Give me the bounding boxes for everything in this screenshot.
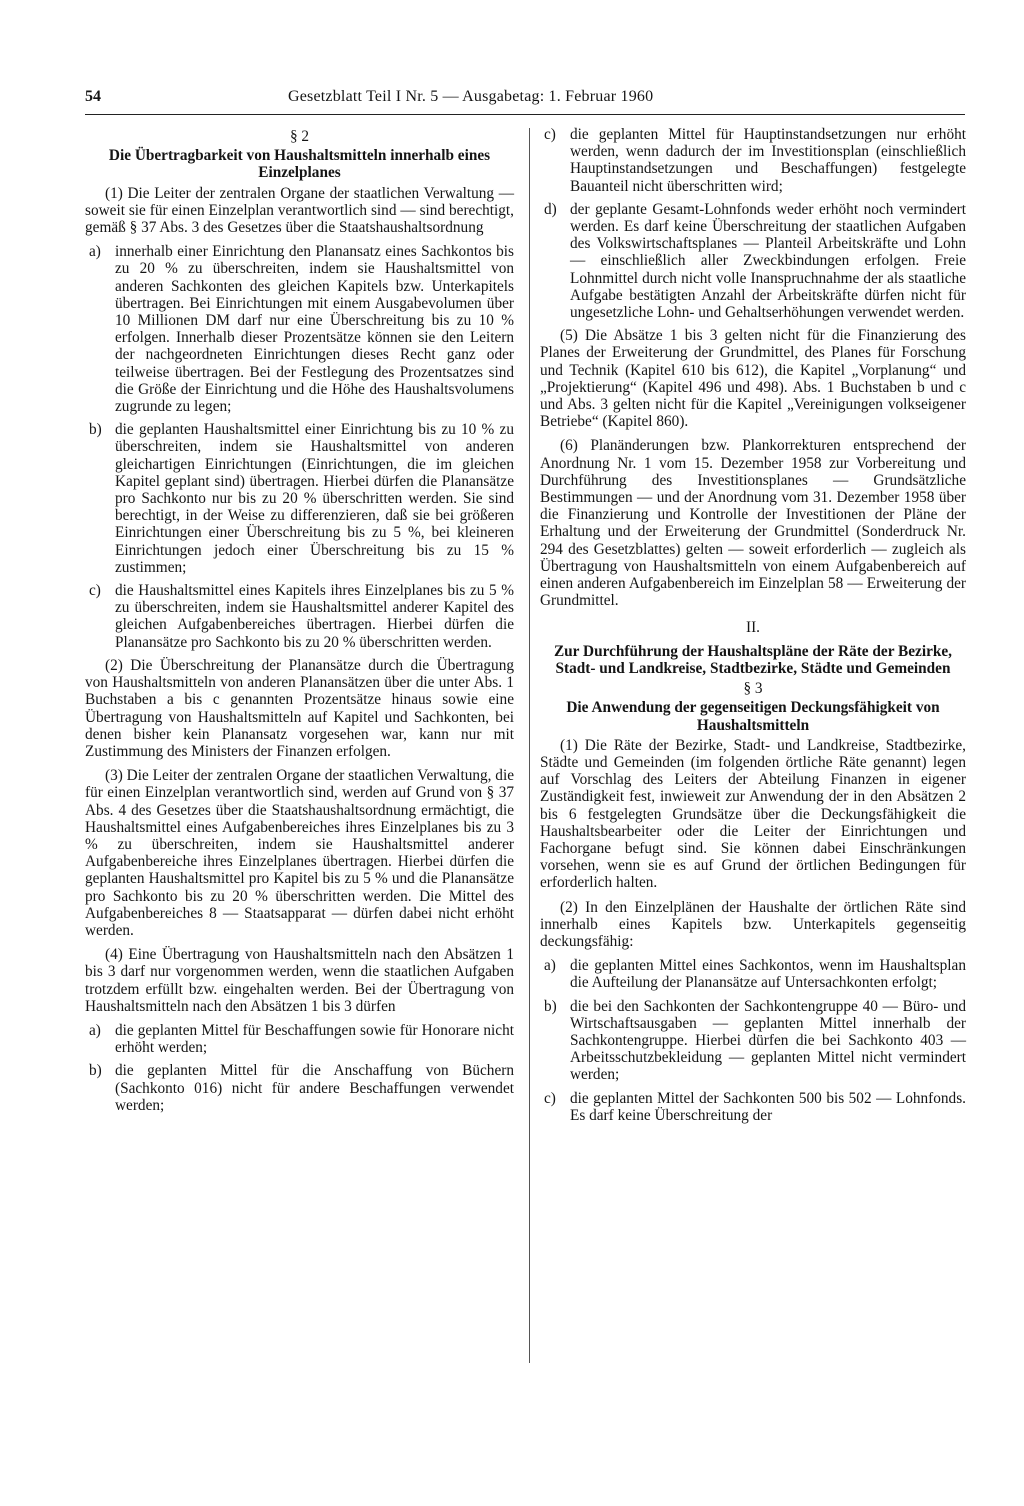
section-symbol: § 3	[743, 680, 763, 698]
list-item	[85, 1062, 514, 1114]
list-label: a)	[89, 243, 101, 261]
paragraph-1: (1) Die Leiter der zentralen Organe der staatlichen Verwaltung — soweit sie für einen Einzelplan verantwortlich sind — sind berechtigt, gemäß § 37 Abs. 3 des Gesetzes über die Staatshaushaltsordnung	[85, 184, 514, 237]
list-item	[85, 421, 514, 576]
list-item	[540, 201, 966, 321]
list-text: die geplanten Mittel für die Anschaffung von Büchern (Sachkonto 016) nicht für andere Beschaffungen verwendet werden;	[115, 1062, 514, 1114]
list-label: b)	[89, 1062, 102, 1080]
list-item	[85, 1022, 514, 1056]
list-label: c)	[544, 126, 556, 143]
list-text: der geplante Gesamt-Lohnfonds weder erhöht noch vermindert werden. Es darf keine Überschreitung der staatlichen Aufgaben des Volkswirtschaftsplanes — Planteil Arbeitskräfte und Lohn — einschließlich aller Zweckbindungen erfolgen. Freie Lohnmittel durch nicht volle Inanspruchnahme der als staatliche Aufgabe bestätigten Anzahl der Arbeitskräfte dürfen nicht für ungesetzliche Lohn- und Gehaltserhöhungen verwendet werden.	[570, 200, 966, 322]
paragraph-2: (2) Die Überschreitung der Planansätze durch die Übertragung von Haushaltsmitteln von anderen Planansätzen über die unter Abs. 1 Buchstaben a bis c genannten Prozentsätze hinaus sowie eine Übertragung von Haushaltsmitteln auf Kapitel und Sachkonten, bei denen bisher kein Planansatz vorgesehen war, kann nur mit Zustimmung des Ministers der Finanzen erfolgen.	[85, 656, 514, 760]
list-label: c)	[544, 1089, 556, 1107]
list-item	[540, 998, 966, 1084]
list-item	[85, 582, 514, 651]
paragraph-4: (4) Eine Übertragung von Haushaltsmitteln nach den Absätzen 1 bis 3 darf nur vorgenommen werden, wenn die staatlichen Aufgaben trotzdem erfüllt bzw. eingehalten werden. Bei der Übertragung von Haushaltsmitteln nach den Absätzen 1 bis 3 dürfen	[85, 946, 514, 1015]
paragraph-q1: (1) Die Räte der Bezirke, Stadt- und Landkreise, Stadtbezirke, Städte und Gemeinden (im folgenden örtliche Räte genannt) legen auf Vorschlag des Leiters der Abteilung Finanzen in eigener Zuständigkeit fest, inwieweit zur Anwendung der in den Absätzen 2 bis 6 festgelegten Grundsätze über die Deckungsfähigkeit die Haushaltsbearbeiter oder die Leiter der Einrichtungen und Fachorgane befugt sind. Sie können dabei Einschränkungen vorsehen, wenn sie es auf Grund der örtlichen Bedingungen für erforderlich halten.	[540, 736, 966, 892]
list-text: die geplanten Mittel für Hauptinstandsetzungen nur erhöht werden, wenn dadurch der im Investitionsplan (einschließlich Hauptinstandsetzungen und Beschaffungen) festgelegte Bauanteil nicht überschritten wird;	[570, 126, 966, 195]
left-column	[85, 128, 514, 1120]
paragraph-q2: (2) In den Einzelplänen der Haushalte der örtlichen Räte sind innerhalb eines Kapitels bzw. Unterkapitels gegenseitig deckungsfähig:	[540, 898, 966, 950]
right-column	[540, 126, 966, 1130]
list-text: die geplanten Mittel für Beschaffungen sowie für Honorare nicht erhöht werden;	[115, 1021, 514, 1057]
section-title: Die Übertragbarkeit von Haushaltsmitteln innerhalb eines Einzelplanes	[108, 147, 491, 182]
list-label: a)	[544, 957, 556, 975]
list-label: c)	[89, 582, 101, 600]
list-text: die geplanten Mittel der Sachkonten 500 bis 502 — Lohnfonds. Es darf keine Überschreitung der	[570, 1089, 966, 1124]
part-number: II.	[745, 619, 760, 637]
list-label: b)	[544, 997, 557, 1015]
list-item	[540, 957, 966, 991]
paragraph-5: (5) Die Absätze 1 bis 3 gelten nicht für die Finanzierung des Planes der Erweiterung der Grundmittel, des Planes für Forschung und Technik (Kapitel 610 bis 612), die Kapitel „Vorplanung“ und „Projektierung“ (Kapitel 496 und 498). Abs. 1 Buchstaben b und c und Abs. 3 gelten nicht für die Kapitel „Vereinigungen volkseigener Betriebe“ (Kapitel 860).	[540, 327, 966, 431]
part-title: Zur Durchführung der Haushaltspläne der Räte der Bezirke, Stadt- und Landkreise, Stadtbezirke, Städte und Gemeinden	[553, 642, 953, 677]
column-divider	[529, 128, 530, 1363]
header-rule	[85, 114, 965, 115]
section-symbol: § 2	[289, 128, 310, 145]
page-header	[85, 88, 965, 112]
paragraph-6: (6) Planänderungen bzw. Plankorrekturen entsprechend der Anordnung Nr. 1 vom 15. Dezember 1958 zur Vorbereitung und Durchführung des Investitionsplanes — Grundsätzliche Bestimmungen — und der Anordnung vom 31. Dezember 1958 über die Finanzierung und Kontrolle der Investitionen der Pläne der Erhaltung und der Erweiterung der Grundmittel (Sonderdruck Nr. 294 des Gesetzblattes) gelten — soweit erforderlich — zugleich als Übertragung von Haushaltsmitteln von einem Aufgabenbereich auf einen anderen Aufgabenbereich im Einzelplan 58 — Erweiterung der Grundmittel.	[540, 437, 966, 610]
section-title: Die Anwendung der gegenseitigen Deckungsfähigkeit von Haushaltsmitteln	[566, 699, 940, 734]
running-title: Gesetzblatt Teil I Nr. 5 — Ausgabetag: 1. Februar 1960	[288, 88, 654, 105]
list-label: a)	[89, 1021, 101, 1039]
list-text: die geplanten Haushaltsmittel einer Einrichtung bis zu 10 % zu überschreiten, indem sie Haushaltsmittel von anderen gleichartigen Einrichtungen (Einrichtungen, die im gleichen Kapitel geplant sind) übertragen. Hierbei dürfen die Planansätze pro Sachkonto nur bis zu 20 % überschritten werden. Sie sind berechtigt, in der Weise zu differenzieren, daß sie bei größeren Einrichtungen einer Überschreitung bis zu 5 %, bei kleineren Einrichtungen jedoch einer Überschreitung bis zu 15 % zustimmen;	[115, 421, 514, 576]
page-number: 54	[85, 88, 101, 105]
list-item	[85, 243, 514, 415]
list-text: innerhalb einer Einrichtung den Planansatz eines Sachkontos bis zu 20 % zu überschreiten, indem sie Haushaltsmittel von anderen Sachkonten des gleichen Kapitels bzw. Unterkapitels übertragen. Bei Einrichtungen mit einem Ausgabevolumen über 10 Millionen DM darf nur eine Überschreitung bis zu 10 % erfolgen. Innerhalb dieser Prozentsätze können sie den Leitern der nachgeordneten Einrichtungen dieses Recht ganz oder teilweise übertragen. Bei der Festlegung des Prozentsatzes sind die Größe der Einrichtung und die Höhe des Haushaltsvolumens zugrunde zu legen;	[115, 243, 514, 416]
list-text: die geplanten Mittel eines Sachkontos, wenn im Haushaltsplan die Aufteilung der Planansätze auf Untersachkonten erfolgt;	[570, 957, 966, 992]
list-text: die Haushaltsmittel eines Kapitels ihres Einzelplanes bis zu 5 % zu überschreiten, indem sie Haushaltsmittel anderer Kapitel des gleichen Aufgabenbereiches übertragen. Hierbei dürfen die Planansätze pro Sachkonto bis zu 20 % überschritten werden.	[115, 582, 514, 651]
list-label: d)	[544, 200, 557, 218]
paragraph-3: (3) Die Leiter der zentralen Organe der staatlichen Verwaltung, die für einen Einzelplan verantwortlich sind, werden auf Grund von § 37 Abs. 4 des Gesetzes über die Staatshaushaltsordnung ermächtigt, die Haushaltsmittel eines Aufgabenbereiches ihres Einzelplanes bis zu 3 % zu überschreiten, indem sie Haushaltsmittel anderer Aufgabenbereiche ihres Einzelplanes übertragen. Hierbei dürfen die geplanten Haushaltsmittel pro Kapitel bis zu 5 % und die Planansätze pro Sachkonto bis zu 20 % überschritten werden. Die Mittel des Aufgabenbereiches 8 — Staatsapparat — dürfen dabei nicht erhöht werden.	[85, 767, 514, 939]
list-item	[540, 1090, 966, 1124]
list-item	[540, 126, 966, 195]
list-label: b)	[89, 421, 102, 439]
list-text: die bei den Sachkonten der Sachkontengruppe 40 — Büro- und Wirtschaftsausgaben — geplanten Mittel innerhalb der Sachkontengruppe. Hierbei dürfen die bei Sachkonto 403 — Arbeitsschutzbekleidung — geplanten Mittel nicht vermindert werden;	[570, 997, 966, 1084]
